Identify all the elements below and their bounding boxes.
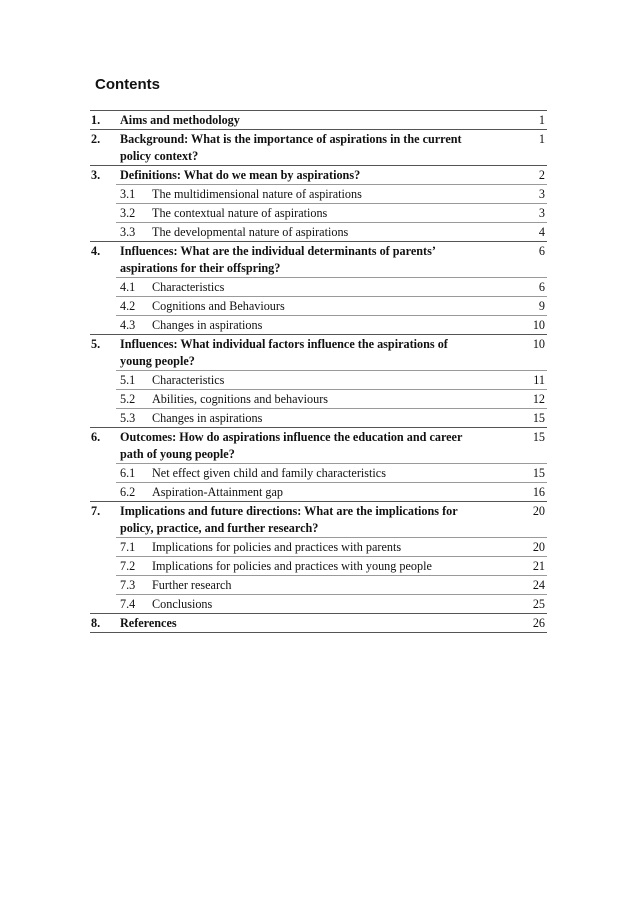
subsection-page-number: 16: [532, 484, 545, 499]
toc-section-row[interactable]: [90, 334, 547, 370]
subsection-number: 4.3: [120, 317, 136, 332]
toc-subsection-row[interactable]: [116, 296, 547, 315]
section-title: Influences: What individual factors influence the aspirations of young people?: [120, 336, 448, 368]
section-title: Background: What is the importance of aspirations in the current policy context?: [120, 131, 462, 163]
toc-section-row[interactable]: [90, 613, 547, 632]
toc-subsection-row[interactable]: [116, 315, 547, 334]
subsection-title: Net effect given child and family characteristics: [152, 465, 386, 480]
toc-section-row[interactable]: [90, 129, 547, 165]
section-number: 6.: [91, 429, 101, 444]
subsection-page-number: 20: [532, 539, 545, 554]
section-number: 1.: [91, 112, 101, 127]
toc-subsection-row[interactable]: [116, 556, 547, 575]
subsection-page-number: 3: [538, 186, 545, 201]
subsection-page-number: 3: [538, 205, 545, 220]
subsection-title: Characteristics: [152, 372, 225, 387]
section-number: 7.: [91, 503, 101, 518]
subsection-title: Abilities, cognitions and behaviours: [152, 391, 329, 406]
section-page-number: 1: [538, 112, 545, 127]
section-title: References: [120, 615, 177, 630]
subsection-number: 5.2: [120, 391, 136, 406]
subsection-page-number: 9: [538, 298, 545, 313]
toc-section-row[interactable]: [90, 501, 547, 537]
section-number: 8.: [91, 615, 101, 630]
section-page-number: 15: [532, 429, 545, 444]
subsection-number: 5.3: [120, 410, 136, 425]
toc-bottom-rule: [90, 632, 547, 633]
section-title: Influences: What are the individual determinants of parents’ aspirations for their offspring?: [120, 243, 435, 275]
subsection-number: 7.3: [120, 577, 136, 592]
toc-subsection-row[interactable]: [116, 537, 547, 556]
subsection-number: 4.1: [120, 279, 136, 294]
toc-subsection-row[interactable]: [116, 594, 547, 613]
toc-subsection-row[interactable]: [116, 203, 547, 222]
section-number: 5.: [91, 336, 101, 351]
toc-subsection-row[interactable]: [116, 222, 547, 241]
section-page-number: 2: [538, 167, 545, 182]
subsection-title: Implications for policies and practices with young people: [152, 558, 432, 573]
section-number: 2.: [91, 131, 101, 146]
subsection-number: 7.1: [120, 539, 136, 554]
subsection-number: 3.1: [120, 186, 136, 201]
subsection-page-number: 10: [532, 317, 545, 332]
subsection-number: 3.2: [120, 205, 136, 220]
subsection-page-number: 6: [538, 279, 545, 294]
toc-subsection-row[interactable]: [116, 277, 547, 296]
toc-section-row[interactable]: [90, 110, 547, 129]
subsection-page-number: 12: [532, 391, 545, 406]
section-page-number: 10: [532, 336, 545, 351]
subsection-page-number: 24: [532, 577, 545, 592]
subsection-title: Changes in aspirations: [152, 410, 263, 425]
section-title: Implications and future directions: What are the implications for policy, practice, and further research?: [120, 503, 458, 535]
subsection-page-number: 25: [532, 596, 545, 611]
toc-subsection-row[interactable]: [116, 389, 547, 408]
section-number: 4.: [91, 243, 101, 258]
section-number: 3.: [91, 167, 101, 182]
toc-subsection-row[interactable]: [116, 463, 547, 482]
section-title: Definitions: What do we mean by aspirations?: [120, 167, 361, 182]
subsection-number: 7.4: [120, 596, 136, 611]
table-of-contents: [90, 110, 547, 633]
subsection-title: Changes in aspirations: [152, 317, 263, 332]
subsection-title: Characteristics: [152, 279, 225, 294]
contents-heading: Contents: [95, 76, 160, 93]
toc-subsection-row[interactable]: [116, 408, 547, 427]
subsection-title: Aspiration-Attainment gap: [152, 484, 283, 499]
subsection-number: 6.2: [120, 484, 136, 499]
subsection-page-number: 15: [532, 465, 545, 480]
section-title: Outcomes: How do aspirations influence the education and career path of young people?: [120, 429, 463, 461]
subsection-page-number: 21: [532, 558, 545, 573]
section-page-number: 20: [532, 503, 545, 518]
subsection-number: 6.1: [120, 465, 136, 480]
toc-section-row[interactable]: [90, 241, 547, 277]
subsection-number: 3.3: [120, 224, 136, 239]
toc-section-row[interactable]: [90, 427, 547, 463]
subsection-number: 4.2: [120, 298, 136, 313]
toc-subsection-row[interactable]: [116, 482, 547, 501]
subsection-title: The contextual nature of aspirations: [152, 205, 328, 220]
subsection-title: Cognitions and Behaviours: [152, 298, 285, 313]
subsection-page-number: 4: [538, 224, 545, 239]
subsection-title: Further research: [152, 577, 232, 592]
toc-subsection-row[interactable]: [116, 184, 547, 203]
toc-section-row[interactable]: [90, 165, 547, 184]
subsection-number: 5.1: [120, 372, 136, 387]
section-title: Aims and methodology: [120, 112, 240, 127]
toc-subsection-row[interactable]: [116, 370, 547, 389]
subsection-title: The developmental nature of aspirations: [152, 224, 349, 239]
subsection-number: 7.2: [120, 558, 136, 573]
subsection-page-number: 15: [532, 410, 545, 425]
section-page-number: 26: [532, 615, 545, 630]
subsection-title: Conclusions: [152, 596, 213, 611]
subsection-title: Implications for policies and practices with parents: [152, 539, 402, 554]
section-page-number: 6: [538, 243, 545, 258]
section-page-number: 1: [538, 131, 545, 146]
subsection-page-number: 11: [533, 372, 545, 387]
subsection-title: The multidimensional nature of aspirations: [152, 186, 362, 201]
toc-subsection-row[interactable]: [116, 575, 547, 594]
